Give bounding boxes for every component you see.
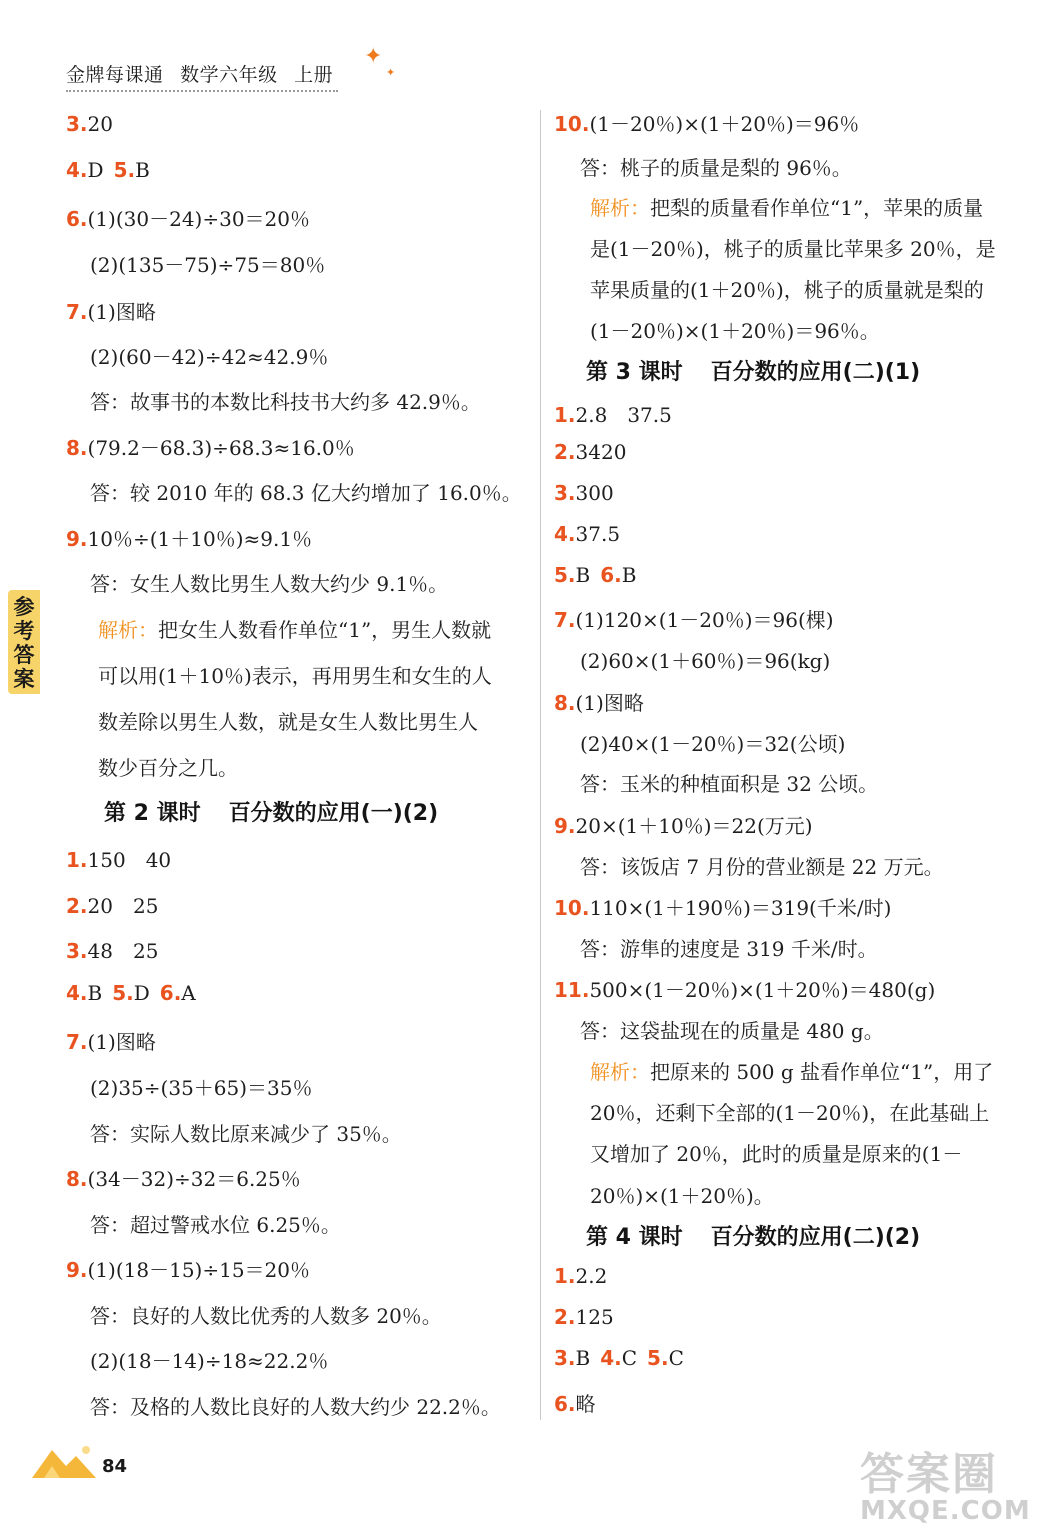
answer-line: [90, 1118, 402, 1147]
answer-text: (2)(135－75)÷75＝80％: [90, 253, 326, 277]
answer-text: 答：这袋盐现在的质量是 480 g。: [580, 1019, 884, 1043]
question-number: 4.: [66, 158, 88, 182]
question-number: 9.: [66, 1258, 88, 1282]
answer-item: [66, 523, 312, 552]
answer-item: [554, 604, 834, 633]
answer-text: (1)图略: [87, 300, 156, 324]
answer-text: 150 40: [87, 848, 172, 872]
page-number: 84: [102, 1456, 128, 1477]
answer-text: (2)(60－42)÷42≈42.9％: [90, 345, 329, 369]
answer-line: [98, 706, 478, 735]
answer-item: [554, 481, 614, 505]
lesson-heading: [586, 355, 920, 386]
lesson-number: 第 2 课时: [104, 801, 201, 826]
answer-text: (2)60×(1＋60％)＝96(kg): [580, 649, 831, 673]
side-tab-label: 参考答案: [13, 595, 35, 691]
answer-text: 数差除以男生人数，就是女生人数比男生人: [98, 710, 478, 734]
answer-line: [580, 728, 845, 757]
answer-text: (1－20％)×(1＋20％)＝96％。: [590, 319, 880, 343]
answer-text: 20: [87, 112, 113, 136]
question-number: 7.: [66, 1030, 88, 1054]
analysis-text: 把原来的 500 g 盐看作单位“1”，用了: [650, 1060, 994, 1084]
question-number: 5.: [112, 981, 134, 1005]
answer-text: A: [181, 981, 196, 1005]
answer-text: 答：玉米的种植面积是 32 公顷。: [580, 772, 879, 796]
answer-line: [90, 568, 448, 597]
answer-text: (2)35÷(35＋65)＝35％: [90, 1076, 313, 1100]
answer-line: [90, 1345, 328, 1374]
answer-item: [554, 974, 935, 1003]
answer-item: [66, 981, 196, 1005]
answer-text: 答：实际人数比原来减少了 35％。: [90, 1122, 402, 1146]
question-number: 4.: [600, 1346, 622, 1370]
answer-text: 20％，还剩下全部的(1－20％)，在此基础上: [590, 1101, 990, 1125]
answer-text: B: [575, 1346, 591, 1370]
answer-text: B: [87, 981, 103, 1005]
question-number: 8.: [66, 1167, 88, 1191]
question-number: 4.: [66, 981, 88, 1005]
answer-text: 110×(1＋190％)＝319(千米/时): [589, 896, 892, 920]
answer-text: 数少百分之几。: [98, 756, 238, 780]
answer-text: (79.2－68.3)÷68.3≈16.0％: [87, 436, 355, 460]
watermark: [860, 1438, 1031, 1526]
answer-line: [90, 1209, 341, 1238]
question-number: 3.: [66, 939, 88, 963]
analysis-text: 把女生人数看作单位“1”，男生人数就: [158, 618, 492, 642]
question-number: 3.: [554, 1346, 576, 1370]
answer-item: [554, 522, 620, 546]
answer-text: C: [668, 1346, 684, 1370]
answer-text: (1)图略: [87, 1030, 156, 1054]
answer-item: [554, 1346, 684, 1370]
answer-text: 125: [575, 1305, 614, 1329]
answer-item: [554, 563, 636, 587]
question-number: 9.: [554, 814, 576, 838]
header-divider: [66, 90, 338, 92]
analysis-line: [98, 614, 491, 643]
lesson-title: 百分数的应用(二)(2): [710, 1225, 921, 1250]
question-number: 5.: [647, 1346, 669, 1370]
volume-label: 上册: [294, 64, 334, 86]
question-number: 7.: [66, 300, 88, 324]
answer-item: [66, 1163, 301, 1192]
question-number: 9.: [66, 527, 88, 551]
column-divider: [540, 110, 541, 1420]
answer-text: 略: [575, 1392, 596, 1416]
answer-text: 是(1－20％)，桃子的质量比苹果多 20％，是: [590, 237, 996, 261]
answer-text: 答：游隼的速度是 319 千米/时。: [580, 937, 878, 961]
question-number: 5.: [113, 158, 136, 182]
answer-text: 2.2: [575, 1264, 608, 1288]
answer-text: 10％÷(1＋10％)≈9.1％: [87, 527, 313, 551]
answer-text: 可以用(1＋10％)表示，再用男生和女生的人: [98, 664, 492, 688]
answer-line: [90, 1391, 501, 1420]
answer-line: [90, 477, 522, 506]
answer-item: [554, 1305, 614, 1329]
question-number: 6.: [554, 1392, 576, 1416]
answer-item: [554, 687, 644, 716]
watermark-url: MXQE.COM: [860, 1496, 1031, 1526]
answer-item: [66, 935, 158, 964]
answer-line: [98, 752, 238, 781]
question-number: 7.: [554, 608, 576, 632]
answer-line: [580, 1015, 884, 1044]
analysis-label: 解析：: [98, 618, 158, 642]
answer-line: [590, 1097, 989, 1126]
question-number: 10.: [554, 112, 590, 136]
question-number: 4.: [554, 522, 576, 546]
question-number: 6.: [600, 563, 622, 587]
answer-text: 2.8 37.5: [575, 403, 672, 427]
answer-text: (1)(18－15)÷15＝20％: [87, 1258, 311, 1282]
answer-text: (1)图略: [575, 691, 644, 715]
watermark-logo: 答案圈: [860, 1449, 998, 1500]
answer-line: [580, 933, 878, 962]
answer-line: [90, 1072, 313, 1101]
answer-line: [90, 386, 481, 415]
answer-text: 20％)×(1＋20％)。: [590, 1184, 774, 1208]
answer-text: 20×(1＋10％)＝22(万元): [575, 814, 813, 838]
answer-text: 300: [575, 481, 614, 505]
answer-item: [554, 1264, 607, 1288]
answer-text: 答：故事书的本数比科技书大约多 42.9％。: [90, 390, 481, 414]
answer-text: B: [575, 563, 591, 587]
question-number: 6.: [159, 981, 182, 1005]
answer-item: [554, 810, 813, 839]
answer-text: 答：女生人数比男生人数大约少 9.1％。: [90, 572, 449, 596]
answer-text: 答：及格的人数比良好的人数大约少 22.2％。: [90, 1395, 501, 1419]
analysis-label: 解析：: [590, 1060, 650, 1084]
answer-item: [66, 432, 355, 461]
lesson-heading: [586, 1220, 920, 1251]
answer-line: [590, 1180, 774, 1209]
lesson-number: 第 3 课时: [586, 360, 683, 385]
question-number: 1.: [66, 848, 88, 872]
answer-item: [554, 1388, 596, 1417]
answer-text: (34－32)÷32＝6.25％: [87, 1167, 301, 1191]
answer-text: C: [621, 1346, 638, 1370]
question-number: 1.: [554, 403, 576, 427]
question-number: 2.: [554, 440, 576, 464]
answer-line: [90, 1300, 442, 1329]
question-number: 1.: [554, 1264, 576, 1288]
answer-text: 20 25: [87, 894, 159, 918]
analysis-line: [590, 1056, 993, 1085]
book-title: 金牌每课通: [66, 64, 164, 86]
analysis-label: 解析：: [590, 196, 650, 220]
answer-text: B: [621, 563, 637, 587]
answer-line: [590, 233, 996, 262]
question-number: 8.: [66, 436, 88, 460]
answer-line: [580, 152, 852, 181]
answer-text: 500×(1－20％)×(1＋20％)＝480(g): [589, 978, 936, 1002]
analysis-line: [590, 192, 983, 221]
answer-text: 答：该饭店 7 月份的营业额是 22 万元。: [580, 855, 944, 879]
sparkle-icon: ✦: [364, 44, 383, 69]
answer-text: D: [133, 981, 150, 1005]
lesson-title: 百分数的应用(二)(1): [710, 360, 921, 385]
question-number: 11.: [554, 978, 590, 1002]
answer-line: [590, 315, 880, 344]
answer-line: [590, 1138, 962, 1167]
answer-text: (2)(18－14)÷18≈22.2％: [90, 1349, 329, 1373]
answer-line: [590, 274, 984, 303]
question-number: 5.: [554, 563, 576, 587]
answer-line: [90, 249, 325, 278]
answer-item: [66, 296, 156, 325]
answer-item: [66, 203, 310, 232]
answer-text: (2)40×(1－20％)＝32(公顷): [580, 732, 846, 756]
page-header: [66, 60, 343, 87]
answer-text: B: [135, 158, 150, 182]
answer-text: (1)120×(1－20％)＝96(棵): [575, 608, 834, 632]
answer-text: 答：较 2010 年的 68.3 亿大约增加了 16.0％。: [90, 481, 522, 505]
question-number: 3.: [66, 112, 88, 136]
answer-text: 3420: [575, 440, 627, 464]
answer-text: 又增加了 20％，此时的质量是原来的(1－: [590, 1142, 963, 1166]
lesson-heading: [104, 796, 438, 827]
sparkle-small-icon: ✦: [386, 66, 396, 79]
answer-item: [66, 844, 171, 873]
answer-item: [66, 1026, 156, 1055]
answer-item: [554, 399, 672, 428]
lesson-title: 百分数的应用(一)(2): [228, 801, 439, 826]
answer-text: 答：良好的人数比优秀的人数多 20％。: [90, 1304, 442, 1328]
answer-item: [554, 440, 626, 464]
answer-text: 苹果质量的(1＋20％)，桃子的质量就是梨的: [590, 278, 984, 302]
answer-line: [98, 660, 492, 689]
question-number: 3.: [554, 481, 576, 505]
answer-line: [580, 645, 830, 674]
answer-item: [66, 158, 150, 182]
answer-text: 答：超过警戒水位 6.25％。: [90, 1213, 341, 1237]
question-number: 2.: [554, 1305, 576, 1329]
answer-line: [580, 851, 944, 880]
question-number: 8.: [554, 691, 576, 715]
answer-text: D: [87, 158, 104, 182]
question-number: 10.: [554, 896, 590, 920]
question-number: 2.: [66, 894, 88, 918]
answer-text: (1－20％)×(1＋20％)＝96％: [589, 112, 860, 136]
mountain-icon: [30, 1440, 100, 1480]
answer-text: 48 25: [87, 939, 159, 963]
answer-line: [580, 768, 878, 797]
answer-text: (1)(30－24)÷30＝20％: [87, 207, 311, 231]
question-number: 6.: [66, 207, 88, 231]
answer-text: 答：桃子的质量是梨的 96％。: [580, 156, 852, 180]
answer-item: [66, 1254, 310, 1283]
analysis-text: 把梨的质量看作单位“1”，苹果的质量: [650, 196, 984, 220]
answer-item: [66, 890, 158, 919]
lesson-number: 第 4 课时: [586, 1225, 683, 1250]
answer-item: [554, 108, 859, 137]
subject-title: 数学六年级: [180, 64, 278, 86]
answer-item: [554, 892, 891, 921]
answer-line: [90, 341, 328, 370]
answer-item: [66, 112, 113, 136]
answer-text: 37.5: [575, 522, 621, 546]
